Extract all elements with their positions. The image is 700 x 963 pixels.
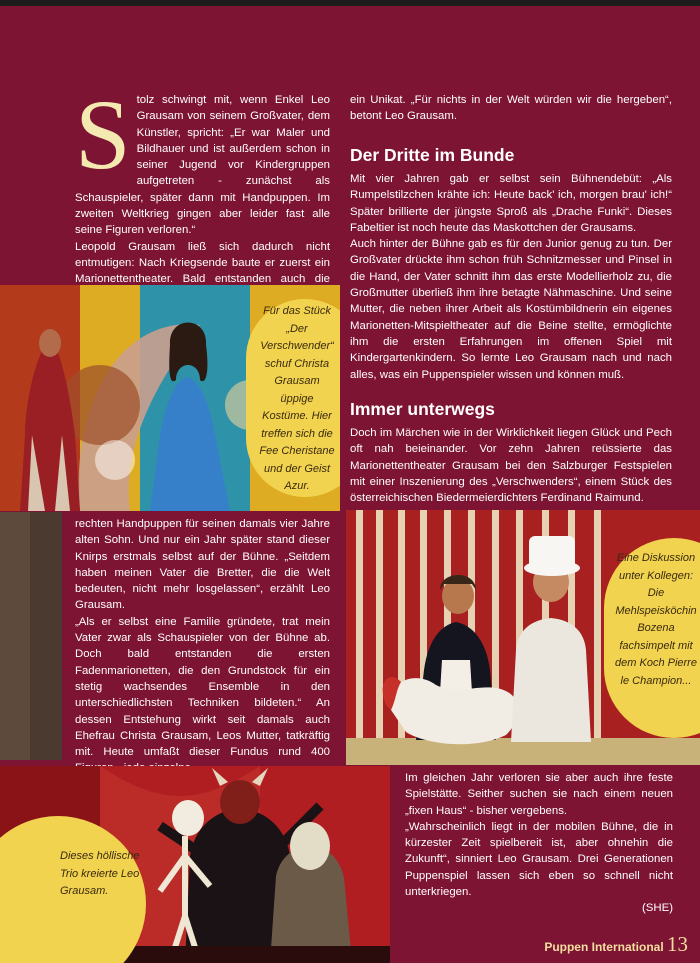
section-heading: Der Dritte im Bunde xyxy=(350,145,515,165)
paragraph: Leopold Grausam ließ sich dadurch nicht entmutigen: Nach Kriegsende baute er zuerst ein Marionettentheater. Bald entstanden auch die xyxy=(75,240,330,286)
photo-cook-puppets xyxy=(346,510,700,765)
paragraph: Im gleichen Jahr verloren sie aber auch ihre feste Spielstätte. Seither suchen sie nach einem neuen „fixen Haus“ - bisher vergebens. xyxy=(405,772,673,817)
article-column-2-section-1 xyxy=(350,171,672,383)
photo-verschwender-puppets xyxy=(0,285,340,511)
paragraph: „Als er selbst eine Familie gründete, trat mein Vater zwar als Schauspieler von der Bühne ab. Doch bald entstanden die ersten Fadenmarionetten, die den Grundstock für ein stetig wachsendes Ensemble in den unterschiedlichsten Techniken bildeten.“ An dessen Entstehung wirkt seit damals auch Ehefrau Christa Grausam, Leos Mutter, tatkräftig mit. Heute umfaßt dieser Fundus rund 400 xyxy=(75,615,330,759)
paragraph: ein Unikat. „Für nichts in der Welt würden wir die hergeben“, betont Leo Grausam. xyxy=(350,94,672,123)
section-heading: Immer unterwegs xyxy=(350,399,495,419)
article-column-2-bottom xyxy=(405,770,673,917)
article-column-1-top xyxy=(75,79,330,304)
caption-photo-1: Für das Stück „Der Verschwender“ schuf Christa Grausam üppige Kostüme. Hier treffen sich die Fee Cheristane und der Geist Azur. xyxy=(259,305,335,492)
top-strip xyxy=(0,0,700,6)
magazine-name: Puppen International xyxy=(544,940,664,954)
page-footer xyxy=(544,932,688,957)
article-column-2-section-2 xyxy=(350,425,672,506)
paragraph: „Wahrscheinlich liegt in der mobilen Bühne, die in kürzester Zeit spielbereit ist, aber ohnehin die Zukunft“, sinniert Leo Grausam. Drei Generationen Puppenspiel lassen sich eben so schnell nicht unterkriegen. xyxy=(405,820,673,899)
paragraph: Mit vier Jahren gab er selbst sein Bühnendebüt: „Als Rumpelstilzchen krähte ich: Heute back' ich, morgen brau' ich!“ Später brillierte der jüngste Sproß als „Drache Funki“. Dieses Fabeltier ist noch heute das Maskottchen der Grausams. xyxy=(350,173,672,234)
article-column-1-middle xyxy=(75,516,330,777)
paragraph: rechten Handpuppen für seinen damals vier Jahre alten Sohn. Und nur ein Jahr später stand dieser Knirps erstmals selbst auf der Bühne. „Seitdem haben meinen Vater die Bretter, die die Welt bedeuten, nicht mehr losgelassen“, erzählt Leo Grausam. xyxy=(75,518,330,612)
intro-paragraph: tolz schwingt mit, wenn Enkel Leo Grausam von seinem Großvater, dem Künstler, spricht: „Er war Maler und Bildhauer und ist außerdem schon in seiner Jugend vor Kindergruppen aufgetreten - zunächst als Schauspieler, später dann mit Handpuppen. Im zweiten Weltkrieg gingen aber leider fast alle seine Figuren verloren.“ xyxy=(75,94,330,237)
page-number: 13 xyxy=(667,932,688,956)
caption-photo-3: Dieses höllische Trio kreierte Leo Grausam. xyxy=(60,850,140,897)
caption-photo-2: Eine Diskussion unter Kollegen: Die Mehlspeisköchin Bozena fachsimpelt mit dem Koch Pierre le Champion... xyxy=(615,552,697,687)
photo-left-strip xyxy=(0,512,62,760)
photo-devil-trio xyxy=(0,766,390,963)
article-column-2-top xyxy=(350,92,672,125)
drop-cap: S xyxy=(75,79,131,190)
paragraph: Auch hinter der Bühne gab es für den Junior genug zu tun. Der Großvater drückte ihm schon früh Schnitzmesser und Pinsel in die Hand, der Vater schnitt ihm das erste Modellierholz zu, die Großmutter überließ ihm ihre betagte Nähmaschine. Und seine Mutter, die neben ihrer Arbeit als Kostümbildnerin ein eigenes Marionetten-Mitspieltheater auf die Beine stellte, ermöglichte ihm die ersten Erfahrungen im offenen Spiel mit Kindergartenkindern. So lernte Leo Grausam nach und nach alles, was ein Puppenspieler wissen und können muß. xyxy=(350,238,672,381)
signature: (SHE) xyxy=(641,902,673,915)
paragraph: Doch im Märchen wie in der Wirklichkeit liegen Glück und Pech oft nah beieinander. Vor zehn Jahren reüssierte das Marionettentheater Grausam bei den Salzburger Festspielen mit einer Inszenierung des „Verschwenders“, einem Stück des österreichischen Biedermeierdichters Ferdinand Raimund. xyxy=(350,427,672,505)
